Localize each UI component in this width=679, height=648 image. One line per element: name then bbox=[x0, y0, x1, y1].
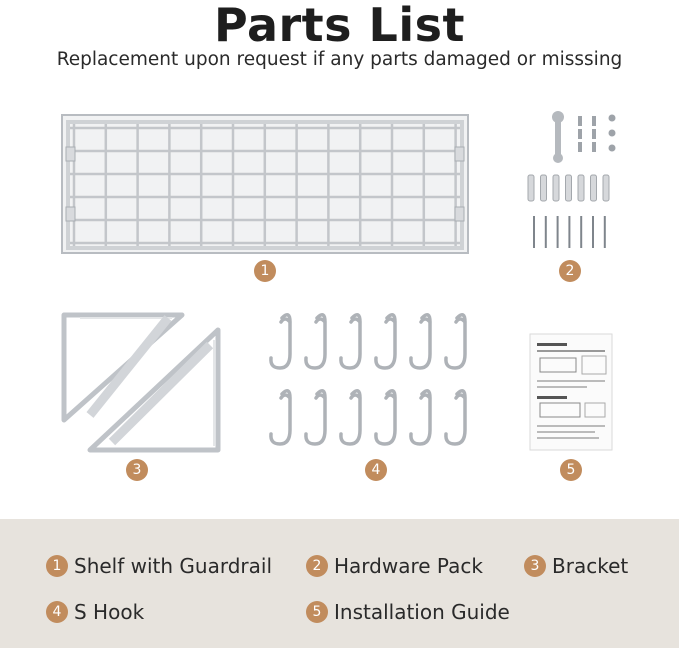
parts-legend bbox=[0, 519, 679, 648]
legend-badge: 4 bbox=[46, 601, 68, 623]
legend-label: S Hook bbox=[74, 600, 145, 624]
legend-badge: 1 bbox=[46, 555, 68, 577]
installation-guide-image bbox=[530, 334, 612, 450]
legend-label: Bracket bbox=[552, 554, 629, 578]
part-badge-4: 4 bbox=[365, 459, 387, 481]
legend-item-bracket bbox=[524, 554, 628, 578]
page-title: Parts List bbox=[213, 0, 466, 52]
part-badge-3: 3 bbox=[126, 459, 148, 481]
shelf-with-guardrail-image bbox=[62, 115, 468, 253]
legend-label: Hardware Pack bbox=[334, 554, 483, 578]
legend-item-installation-guide bbox=[306, 600, 510, 624]
part-badge-2: 2 bbox=[559, 260, 581, 282]
legend-label: Installation Guide bbox=[334, 600, 510, 624]
legend-badge: 5 bbox=[306, 601, 328, 623]
legend-label: Shelf with Guardrail bbox=[74, 554, 273, 578]
bracket-image bbox=[64, 315, 218, 450]
legend-item-s-hook bbox=[46, 600, 144, 624]
legend-badge: 2 bbox=[306, 555, 328, 577]
s-hook-image bbox=[271, 315, 465, 444]
legend-item-hardware-pack bbox=[306, 554, 483, 578]
legend-badge: 3 bbox=[524, 555, 546, 577]
hardware-pack-image bbox=[528, 111, 616, 248]
part-badge-1: 1 bbox=[254, 260, 276, 282]
legend-item-shelf bbox=[46, 554, 272, 578]
page-subtitle: Replacement upon request if any parts damaged or misssing bbox=[56, 49, 623, 70]
part-badge-5: 5 bbox=[560, 459, 582, 481]
